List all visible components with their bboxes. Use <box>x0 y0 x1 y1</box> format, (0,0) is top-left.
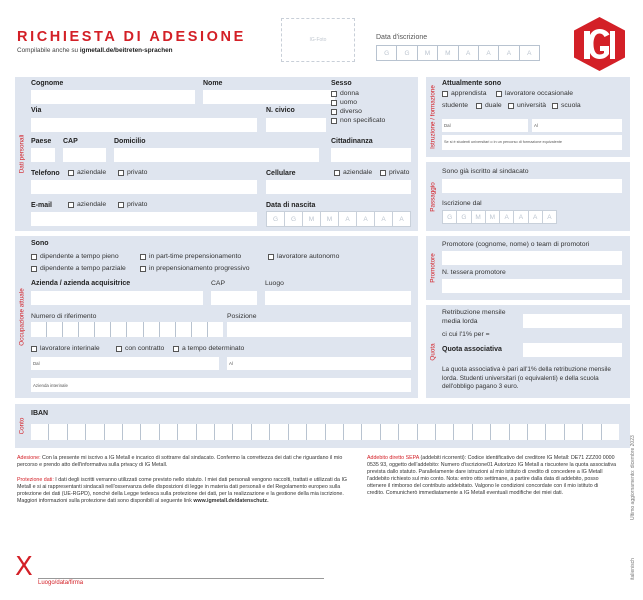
city-label: Domicilio <box>114 138 146 145</box>
input-cell[interactable] <box>270 424 288 440</box>
input-cell[interactable] <box>602 424 619 440</box>
checkbox-icon <box>31 254 37 260</box>
date-cell[interactable]: M <box>418 45 438 61</box>
education-to-field[interactable]: Al <box>532 119 622 132</box>
account-panel <box>15 404 630 448</box>
email-business-option[interactable]: aziendale <box>68 201 106 208</box>
full-time-option[interactable]: dipendente a tempo pieno <box>31 253 119 260</box>
progressive-pre-retirement-option[interactable]: in prepensionamento progressivo <box>140 265 250 272</box>
date-cell[interactable]: G <box>457 210 471 224</box>
checkbox-icon <box>552 103 558 109</box>
input-cell[interactable] <box>233 424 251 440</box>
version-note: Ultimo aggiornamento: dicembre 2023 <box>630 435 636 520</box>
apprentice-option[interactable]: apprendista <box>442 90 487 97</box>
position-field[interactable] <box>227 322 411 337</box>
occupation-panel <box>15 236 418 398</box>
input-cell[interactable] <box>160 424 178 440</box>
section-label-education: Istruzione / formazione <box>429 85 437 149</box>
birthdate-label: Data di nascita <box>266 202 316 209</box>
date-cell[interactable]: G <box>285 211 303 227</box>
employer-field[interactable] <box>31 291 203 305</box>
fixed-contract-option[interactable]: con contratto <box>116 345 164 352</box>
sex-option-unspecified[interactable]: non specificato <box>331 117 385 124</box>
fee-note: La quota associativa è pari all'1% della retribuzione mensile lorda. Studenti universitari (o equivalenti) e della scuola dell'obbligo pagano 3 euro. <box>442 366 611 390</box>
privacy-text: Protezione dati: I dati degli iscritti verranno utilizzati come previsto nello statuto. I miei dati personali vengono raccolti, trattati e utilizzati da IG Metall e si ai rappresentanti sindacali nell'osservanza delle disposizioni di legge in materia dati personali e del Regolamento europeo sulla protezione dei dati (UE-RGPD), nonché della Legge tedesca sulla protezione dei dati, per la realizzazione e la gestione della mia iscrizione. Maggiori informazioni sulla protezione dati sono disponibili al seguente link www.igmetall.de/datenschutz. <box>17 477 348 504</box>
language-note: italienisch <box>630 558 636 580</box>
checkbox-icon <box>31 266 37 272</box>
citizenship-label: Cittadinanza <box>331 138 373 145</box>
surname-label: Cognome <box>31 80 64 87</box>
mobile-private-option[interactable]: privato <box>380 169 409 176</box>
mobile-label: Cellulare <box>266 170 296 177</box>
mobile-field[interactable] <box>266 180 411 194</box>
temp-worker-option[interactable]: lavoratore interinale <box>31 345 100 352</box>
fee-panel <box>426 305 630 398</box>
member-since-field[interactable] <box>442 210 557 224</box>
dual-option[interactable]: duale <box>476 102 502 109</box>
section-label-account: Conto <box>18 417 26 435</box>
input-cell[interactable] <box>344 424 362 440</box>
checkbox-icon <box>508 103 514 109</box>
date-cell[interactable]: A <box>393 211 411 227</box>
date-cell[interactable]: G <box>442 210 457 224</box>
input-cell[interactable] <box>178 424 196 440</box>
education-panel <box>426 77 630 157</box>
photo-box: IG-Foto <box>281 18 355 62</box>
occupation-to-field[interactable]: Al <box>227 357 411 370</box>
date-cell[interactable]: A <box>459 45 479 61</box>
checkbox-icon <box>118 170 124 176</box>
personal-data-panel <box>15 77 418 231</box>
promoter-card-field[interactable] <box>442 279 622 293</box>
input-cell[interactable] <box>436 424 454 440</box>
employer-zip-field[interactable] <box>211 291 257 305</box>
house-number-field[interactable] <box>266 118 326 132</box>
date-cell[interactable]: M <box>321 211 339 227</box>
input-cell[interactable] <box>197 424 215 440</box>
input-cell[interactable] <box>105 424 123 440</box>
employer-place-field[interactable] <box>265 291 411 305</box>
section-label-personal: Dati personali <box>18 134 26 174</box>
form-subtitle: Compilabile anche su igmetall.de/beitreten-sprachen <box>17 47 173 54</box>
email-field[interactable] <box>31 212 257 226</box>
section-label-fee: Quota <box>429 342 437 361</box>
date-cell[interactable]: M <box>486 210 500 224</box>
currently-label: Attualmente sono <box>442 80 502 87</box>
school-option[interactable]: scuola <box>552 102 581 109</box>
input-cell[interactable] <box>68 424 86 440</box>
checkbox-icon <box>140 254 146 260</box>
email-label: E-mail <box>31 202 53 209</box>
date-cell[interactable]: A <box>543 210 557 224</box>
input-cell[interactable] <box>192 322 208 337</box>
input-cell[interactable] <box>528 424 546 440</box>
input-cell[interactable] <box>123 424 141 440</box>
date-cell[interactable]: G <box>397 45 417 61</box>
mobile-business-option[interactable]: aziendale <box>334 169 372 176</box>
previous-union-field[interactable] <box>442 179 622 193</box>
checkbox-icon <box>496 91 502 97</box>
zip-label: CAP <box>63 138 78 145</box>
input-cell[interactable] <box>86 424 104 440</box>
promoter-card-label: N. tessera promotore <box>442 269 506 276</box>
checkbox-icon <box>116 346 122 352</box>
phone-private-option[interactable]: privato <box>118 169 147 176</box>
input-cell[interactable] <box>208 322 223 337</box>
date-cell[interactable]: G <box>266 211 285 227</box>
education-from-field[interactable]: Dal <box>442 119 528 132</box>
checkbox-icon <box>476 103 482 109</box>
checkbox-icon <box>331 100 337 106</box>
transfer-panel <box>426 162 630 231</box>
promoter-name-field[interactable] <box>442 251 622 265</box>
input-cell[interactable] <box>510 424 528 440</box>
input-cell[interactable] <box>95 322 111 337</box>
input-cell[interactable] <box>546 424 564 440</box>
input-cell[interactable] <box>583 424 601 440</box>
country-field[interactable] <box>31 148 55 162</box>
section-label-transfer: Passaggio <box>429 181 437 212</box>
date-cell[interactable]: A <box>514 210 528 224</box>
input-cell[interactable] <box>111 322 127 337</box>
input-cell[interactable] <box>127 322 143 337</box>
promoter-panel <box>426 236 630 300</box>
employer-label: Azienda / azienda acquisitrice <box>31 280 131 287</box>
subtitle-link[interactable]: igmetall.de/beitreten-sprachen <box>79 47 173 54</box>
signature-line[interactable] <box>38 578 324 579</box>
date-cell[interactable]: A <box>499 45 519 61</box>
date-cell[interactable]: A <box>339 211 357 227</box>
date-cell[interactable]: M <box>438 45 458 61</box>
country-label: Paese <box>31 138 52 145</box>
signature-mark: X <box>15 552 33 582</box>
input-cell[interactable] <box>215 424 233 440</box>
street-label: Via <box>31 107 42 114</box>
form-title: RICHIESTA DI ADESIONE <box>17 29 246 45</box>
privacy-link[interactable]: www.igmetall.de/datenschutz. <box>193 498 269 504</box>
date-cell[interactable]: A <box>520 45 540 61</box>
fixed-term-option[interactable]: a tempo determinato <box>173 345 244 352</box>
temp-agency-field[interactable]: Azienda interinale <box>31 378 411 392</box>
phone-business-option[interactable]: aziendale <box>68 169 106 176</box>
input-cell[interactable] <box>491 424 509 440</box>
section-label-occupation: Occupazione attuale <box>18 288 26 346</box>
checkbox-icon <box>68 202 74 208</box>
input-cell[interactable] <box>31 322 47 337</box>
input-cell[interactable] <box>176 322 192 337</box>
input-cell[interactable] <box>49 424 67 440</box>
name-field[interactable] <box>203 90 335 104</box>
iban-field[interactable] <box>31 424 619 440</box>
checkbox-icon <box>331 109 337 115</box>
input-cell[interactable] <box>79 322 95 337</box>
date-cell[interactable]: M <box>472 210 486 224</box>
date-cell[interactable]: A <box>357 211 375 227</box>
input-cell[interactable] <box>63 322 79 337</box>
input-cell[interactable] <box>454 424 472 440</box>
date-cell[interactable]: A <box>500 210 514 224</box>
self-employed-option[interactable]: lavoratore autonomo <box>268 253 339 260</box>
ig-metall-logo-icon <box>574 17 625 71</box>
input-cell[interactable] <box>381 424 399 440</box>
signature-label: Luogo/data/firma <box>38 580 84 586</box>
house-number-label: N. civico <box>266 107 295 114</box>
input-cell[interactable] <box>418 424 436 440</box>
fee-label: Quota associativa <box>442 346 502 353</box>
checkbox-icon <box>68 170 74 176</box>
input-cell[interactable] <box>289 424 307 440</box>
sepa-text: Addebito diretto SEPA (addebiti ricorrenti): Codice identificativo del creditore IG Metall: DE71 ZZZ00 0000 0535 93, oggetto dell'addebito: Numero d'iscrizione01 Autorizzo IG Metall a riscuotere la quota associativa prevista dallo statuto. Parallelamente dare istruzioni al mio istituto di credito di concedere a IG Metall l'addebito richiesto sul mio conto. Nota: entro otto settimane, a partire dalla data di addebito, posso ottenere il rimborso del contributo addebitato. Valgono le condizioni concordate con il mio istituto di credito. Comunicherò immediatamente a IG Metall eventuali modifiche dei miei dati. <box>367 455 617 496</box>
section-label-promoter: Promotore <box>429 253 437 283</box>
input-cell[interactable] <box>141 424 159 440</box>
input-cell[interactable] <box>252 424 270 440</box>
position-label: Posizione <box>227 313 257 320</box>
occupation-from-field[interactable]: Dal <box>31 357 219 370</box>
iban-label: IBAN <box>31 410 49 417</box>
input-cell[interactable] <box>326 424 344 440</box>
input-cell[interactable] <box>160 322 176 337</box>
checkbox-icon <box>331 118 337 124</box>
sex-option-female[interactable]: donna <box>331 90 359 97</box>
phone-label: Telefono <box>31 170 60 177</box>
part-time-pre-retirement-option[interactable]: in part-time prepensionamento <box>140 253 241 260</box>
promoter-name-label: Promotore (cognome, nome) o team di promotori <box>442 241 590 248</box>
gross-salary-field[interactable] <box>523 314 622 328</box>
date-cell[interactable]: A <box>479 45 499 61</box>
birthdate-field[interactable] <box>266 211 411 227</box>
sex-label: Sesso <box>331 80 352 87</box>
adhesion-text: Adesione: Con la presente mi iscrivo a IG Metall e incarico di sottrarre dal sindacato. Confermo la correttezza dei dati che riguardano il mio percorso e prendo atto dell'informativa sulla privacy di IG Metall. <box>17 455 343 468</box>
checkbox-icon <box>140 266 146 272</box>
registration-date-label: Data d'iscrizione <box>376 34 428 41</box>
checkbox-icon <box>331 91 337 97</box>
name-label: Nome <box>203 80 223 87</box>
input-cell[interactable] <box>31 424 49 440</box>
university-option[interactable]: università <box>508 102 546 109</box>
gross-salary-label: Retribuzione mensile media lorda <box>442 309 506 325</box>
phone-field[interactable] <box>31 180 257 194</box>
checkbox-icon <box>31 346 37 352</box>
checkbox-icon <box>173 346 179 352</box>
checkbox-icon <box>268 254 274 260</box>
input-cell[interactable] <box>307 424 325 440</box>
part-time-option[interactable]: dipendente a tempo parziale <box>31 265 126 272</box>
checkbox-icon <box>334 170 340 176</box>
checkbox-icon <box>442 91 448 97</box>
date-cell[interactable]: G <box>376 45 397 61</box>
citizenship-field[interactable] <box>331 148 411 162</box>
already-member-label: Sono già iscritto al sindacato <box>442 168 529 175</box>
occasional-worker-option[interactable]: lavoratore occasionale <box>496 90 573 97</box>
checkbox-icon <box>118 202 124 208</box>
fee-field[interactable] <box>523 343 622 357</box>
email-private-option[interactable]: privato <box>118 201 147 208</box>
date-cell[interactable]: A <box>375 211 393 227</box>
input-cell[interactable] <box>144 322 160 337</box>
input-cell[interactable] <box>362 424 380 440</box>
sex-option-diverse[interactable]: diverso <box>331 108 362 115</box>
date-cell[interactable]: M <box>303 211 321 227</box>
occupation-title: Sono <box>31 240 49 247</box>
input-cell[interactable] <box>473 424 491 440</box>
student-label: studente <box>442 102 469 109</box>
member-since-label: Iscrizione dal <box>442 200 482 207</box>
reference-number-label: Numero di riferimento <box>31 313 97 320</box>
input-cell[interactable] <box>399 424 417 440</box>
sex-option-male[interactable]: uomo <box>331 99 357 106</box>
surname-field[interactable] <box>31 90 195 104</box>
employer-place-label: Luogo <box>265 280 284 287</box>
input-cell[interactable] <box>565 424 583 440</box>
input-cell[interactable] <box>47 322 63 337</box>
employer-zip-label: CAP <box>211 280 225 287</box>
institute-field[interactable]: Se si è studenti universitari o in un percorso di formazione equivalente <box>442 135 622 150</box>
reference-number-field[interactable] <box>31 322 223 337</box>
zip-field[interactable] <box>63 148 106 162</box>
checkbox-icon <box>380 170 386 176</box>
date-cell[interactable]: A <box>529 210 543 224</box>
percent-label: ci cui l'1% per = <box>442 331 490 338</box>
registration-date-field[interactable] <box>376 45 540 61</box>
city-field[interactable] <box>114 148 319 162</box>
street-field[interactable] <box>31 118 257 132</box>
